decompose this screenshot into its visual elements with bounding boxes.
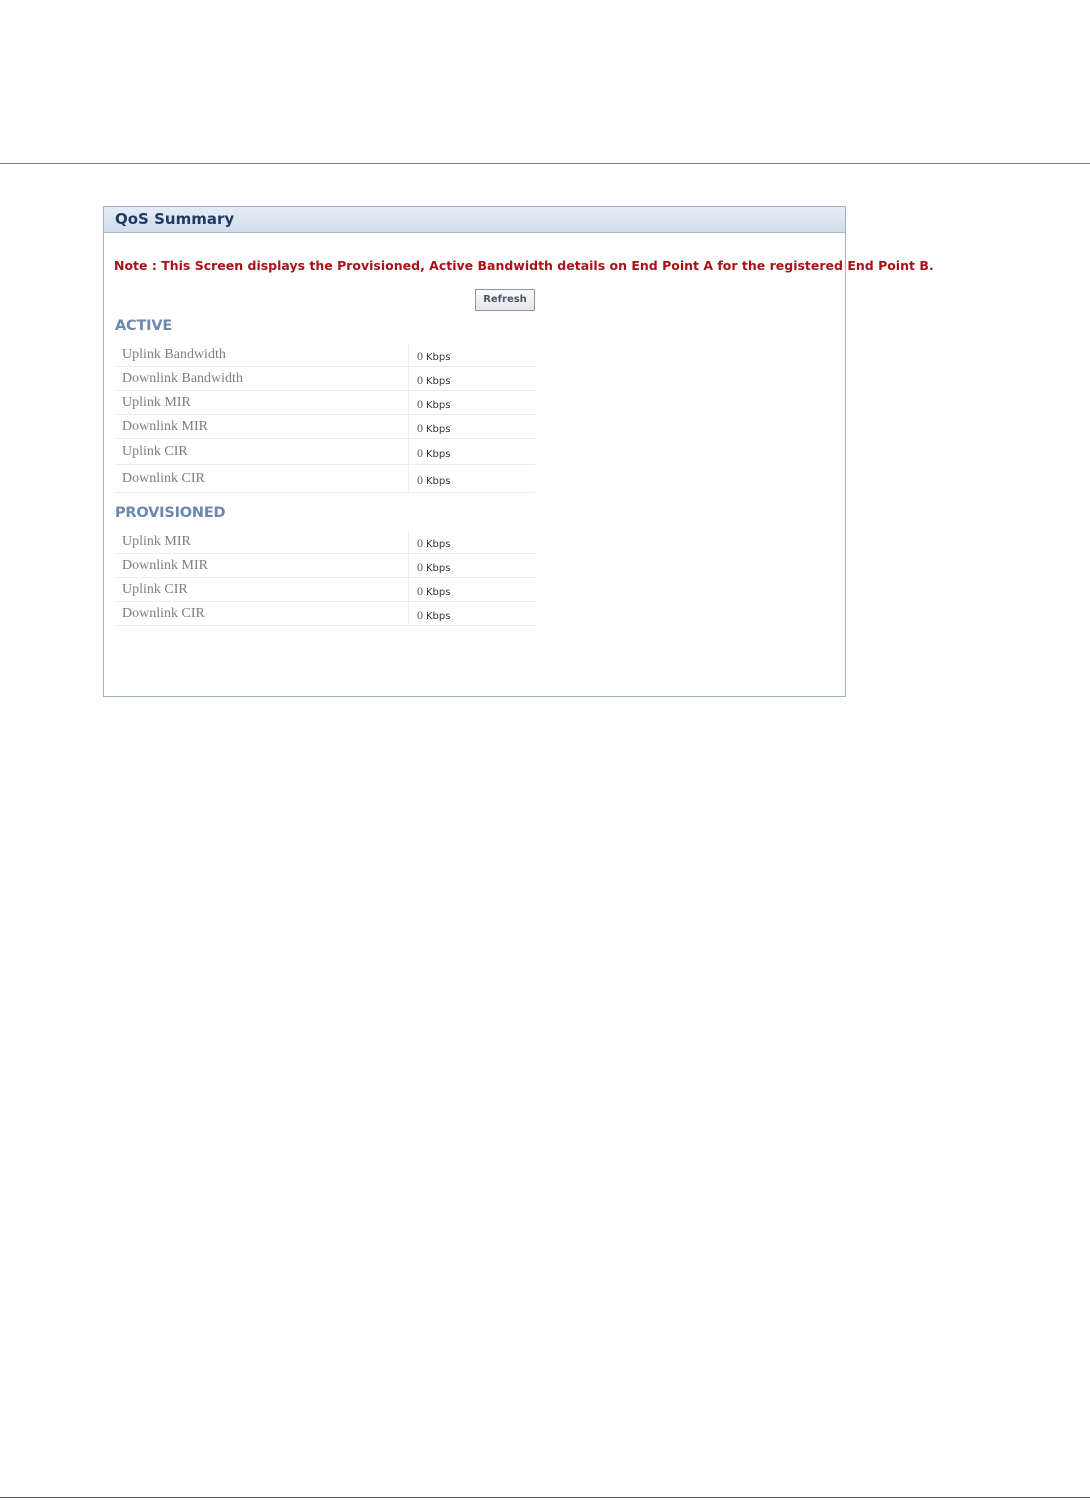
- qos-summary-panel: [103, 206, 934, 697]
- table-row: [115, 391, 535, 415]
- column-divider: [408, 415, 409, 438]
- value-unit: Kbps: [426, 563, 451, 574]
- value-unit: Kbps: [426, 587, 451, 598]
- row-value: [417, 536, 450, 551]
- row-label: Uplink MIR: [122, 395, 191, 410]
- value-unit: Kbps: [426, 376, 451, 387]
- value-number: 0: [417, 446, 423, 460]
- row-value: [417, 560, 450, 575]
- value-unit: Kbps: [426, 476, 451, 487]
- value-number: 0: [417, 536, 423, 550]
- active-table: [115, 343, 535, 493]
- column-divider: [408, 554, 409, 577]
- row-value: [417, 373, 450, 388]
- provisioned-section-title: PROVISIONED: [115, 505, 226, 521]
- bottom-divider: [0, 1497, 1090, 1498]
- table-row: [115, 530, 535, 554]
- row-label: Uplink CIR: [122, 444, 188, 459]
- table-row: [115, 602, 535, 626]
- table-row: [115, 415, 535, 439]
- row-value: [417, 421, 450, 436]
- row-value: [417, 446, 450, 461]
- row-value: [417, 397, 450, 412]
- provisioned-table: [115, 530, 535, 626]
- value-number: 0: [417, 560, 423, 574]
- row-value: [417, 584, 450, 599]
- row-label: Downlink CIR: [122, 606, 205, 621]
- value-number: 0: [417, 584, 423, 598]
- row-label: Uplink CIR: [122, 582, 188, 597]
- value-number: 0: [417, 473, 423, 487]
- value-unit: Kbps: [426, 400, 451, 411]
- column-divider: [408, 602, 409, 625]
- panel-title: QoS Summary: [104, 207, 845, 233]
- refresh-button[interactable]: Refresh: [475, 289, 535, 311]
- row-label: Downlink MIR: [122, 558, 208, 573]
- column-divider: [408, 578, 409, 601]
- value-number: 0: [417, 373, 423, 387]
- column-divider: [408, 439, 409, 464]
- value-unit: Kbps: [426, 611, 451, 622]
- column-divider: [408, 367, 409, 390]
- table-row: [115, 465, 535, 493]
- column-divider: [408, 465, 409, 492]
- row-value: [417, 349, 450, 364]
- value-number: 0: [417, 349, 423, 363]
- value-number: 0: [417, 397, 423, 411]
- value-unit: Kbps: [426, 352, 451, 363]
- row-label: Downlink CIR: [122, 471, 205, 486]
- value-unit: Kbps: [426, 449, 451, 460]
- top-divider: [0, 163, 1090, 164]
- row-label: Downlink Bandwidth: [122, 371, 243, 386]
- table-row: [115, 439, 535, 465]
- value-number: 0: [417, 421, 423, 435]
- row-value: [417, 473, 450, 488]
- table-row: [115, 554, 535, 578]
- active-section-title: ACTIVE: [115, 318, 173, 334]
- column-divider: [408, 530, 409, 553]
- row-value: [417, 608, 450, 623]
- row-label: Uplink MIR: [122, 534, 191, 549]
- value-unit: Kbps: [426, 539, 451, 550]
- table-row: [115, 578, 535, 602]
- column-divider: [408, 391, 409, 414]
- column-divider: [408, 343, 409, 366]
- table-row: [115, 367, 535, 391]
- note-text: Note : This Screen displays the Provisioned, Active Bandwidth details on End Point A for the registered End Point B.: [114, 258, 934, 273]
- row-label: Downlink MIR: [122, 419, 208, 434]
- value-unit: Kbps: [426, 424, 451, 435]
- row-label: Uplink Bandwidth: [122, 347, 226, 362]
- value-number: 0: [417, 608, 423, 622]
- table-row: [115, 343, 535, 367]
